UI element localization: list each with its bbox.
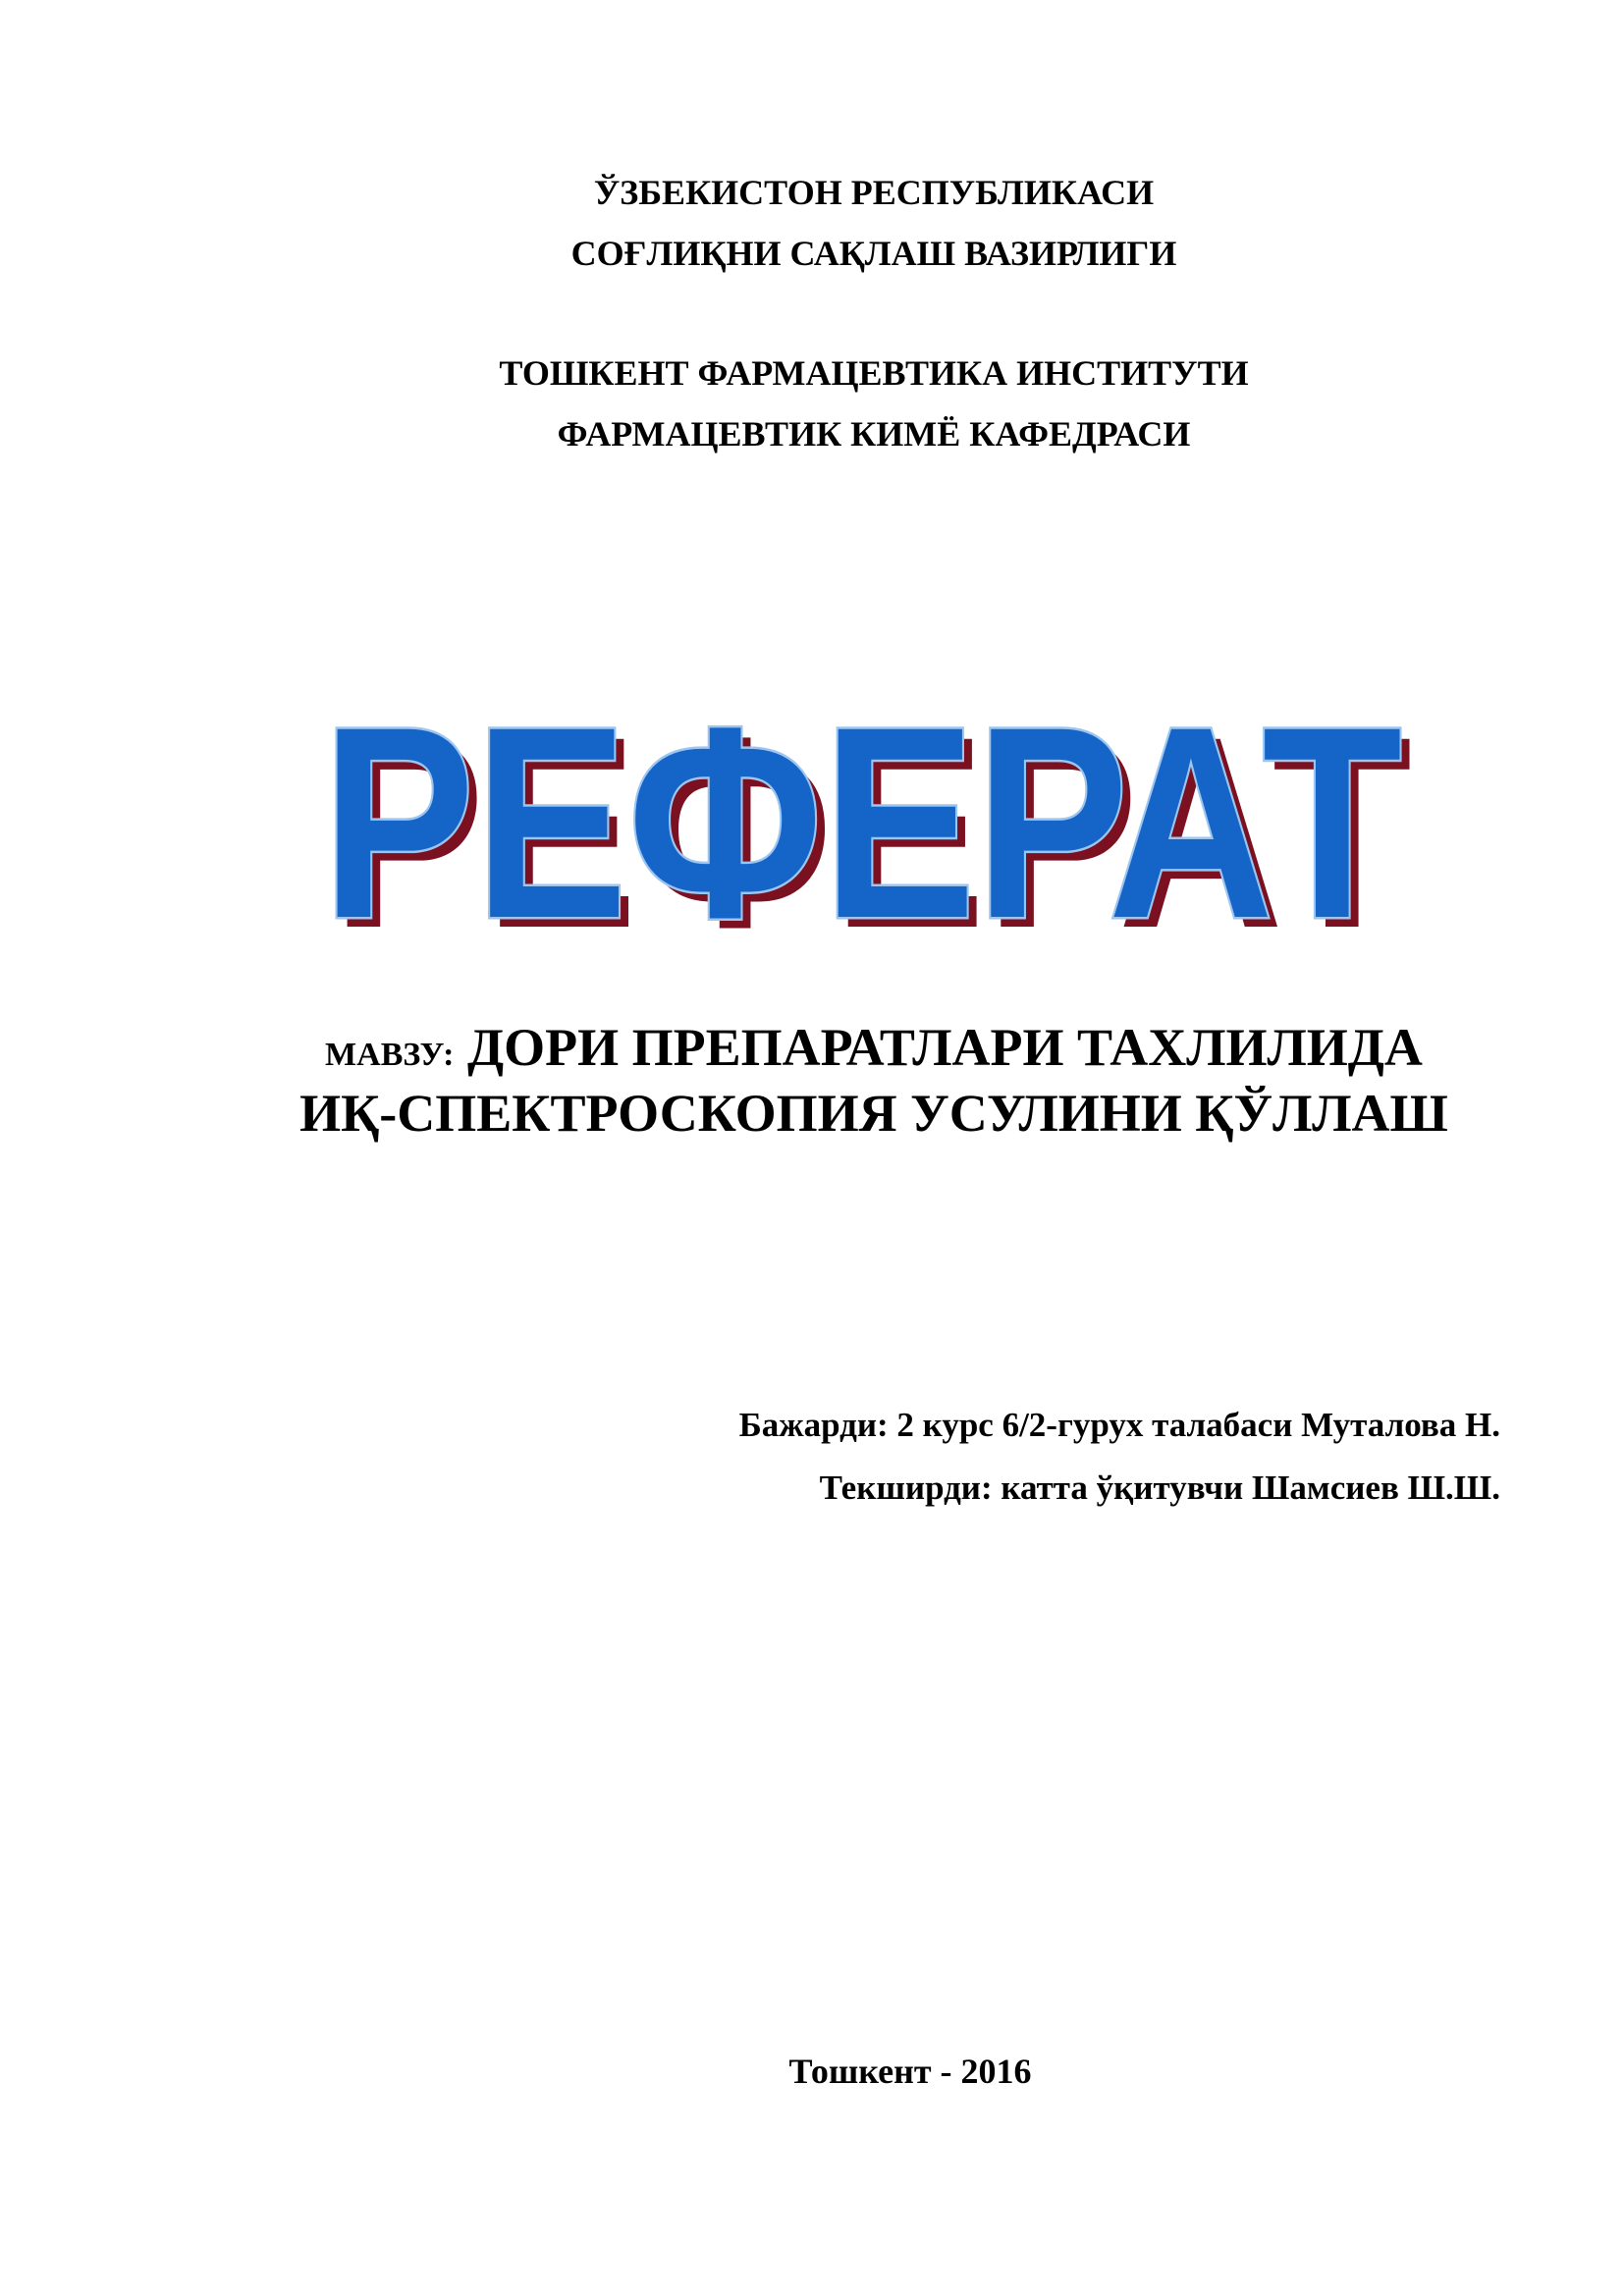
topic-prefix: МАВЗУ: bbox=[325, 1037, 455, 1073]
topic-line-2: ИҚ-СПЕКТРОСКОПИЯ УСУЛИНИ ҚЎЛЛАШ bbox=[299, 1084, 1448, 1143]
topic-title-line-1: ДОРИ ПРЕПАРАТЛАРИ ТАХЛИЛИДА bbox=[466, 1018, 1423, 1077]
performed-by-line: Бажарди: 2 курс 6/2-гурух талабаси Муталова Н. bbox=[738, 1406, 1500, 1444]
institute-line-1: ТОШКЕНТ ФАРМАЦЕВТИКА ИНСТИТУТИ bbox=[499, 353, 1249, 393]
city-year: Тошкент - 2016 bbox=[788, 2052, 1032, 2091]
topic-line-1 bbox=[0, 1018, 1624, 1077]
document-title-wordart bbox=[304, 677, 1434, 962]
document-title bbox=[304, 677, 1434, 962]
checked-by-line: Текширди: катта ўқитувчи Шамсиев Ш.Ш. bbox=[819, 1468, 1500, 1507]
ministry-line-2: СОҒЛИҚНИ САҚЛАШ ВАЗИРЛИГИ bbox=[570, 234, 1177, 273]
title-shadow-text: РЕФЕРАТ bbox=[332, 679, 1412, 962]
ministry-line-1: ЎЗБЕКИСТОН РЕСПУБЛИКАСИ bbox=[593, 173, 1155, 212]
institute-line-2: ФАРМАЦЕВТИК КИМЁ КАФЕДРАСИ bbox=[557, 414, 1191, 454]
title-main-text: РЕФЕРАТ bbox=[322, 677, 1402, 962]
